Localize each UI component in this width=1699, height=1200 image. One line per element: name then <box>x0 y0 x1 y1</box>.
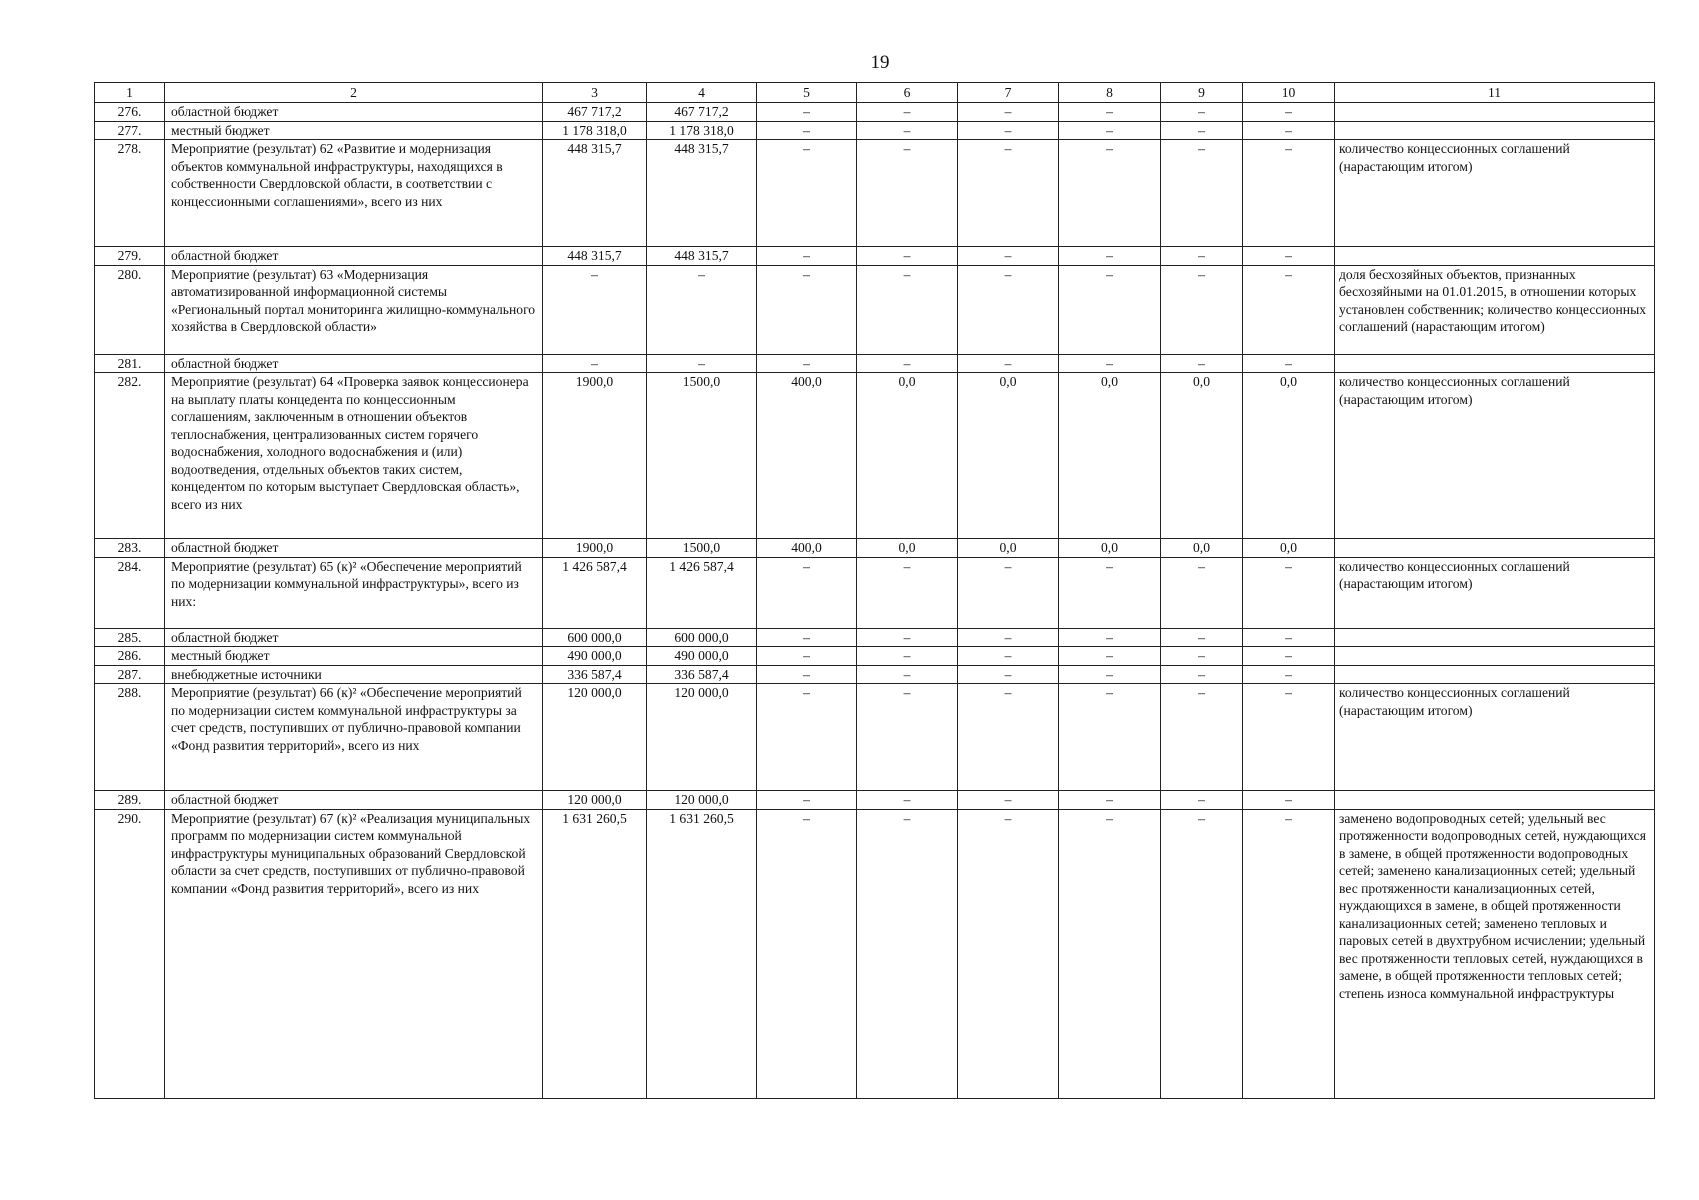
row-description: Мероприятие (результат) 67 (к)² «Реализация муниципальных программ по модернизации систем коммунальной инфраструктуры муниципальных образований Свердловской области за счет средств, поступивших от публично-правовой компании «Фонд развития территорий», всего из них <box>165 809 543 1098</box>
row-number: 279. <box>95 247 165 266</box>
value-col-6: 0,0 <box>857 373 958 539</box>
value-col-8: 0,0 <box>1059 373 1161 539</box>
value-col-9: – <box>1161 103 1243 122</box>
value-col-3: 490 000,0 <box>543 647 647 666</box>
value-col-4: – <box>647 354 757 373</box>
value-col-10: – <box>1243 103 1335 122</box>
value-col-8: – <box>1059 140 1161 247</box>
value-col-9: – <box>1161 791 1243 810</box>
value-col-8: – <box>1059 265 1161 354</box>
target-indicator: заменено водопроводных сетей; удельный вес протяженности водопроводных сетей, нуждающихся в замене, в общей протяженности водопроводных сетей; заменено канализационных сетей; удельный вес протяженности канализационных сетей, нуждающихся в замене, в общей протяженности канализационных сетей; заменено тепловых и паровых сетей в двухтрубном исчислении; удельный вес протяженности тепловых сетей, нуждающихся в замене, в общей протяженности тепловых сетей; степень износа коммунальной инфраструктуры <box>1335 809 1655 1098</box>
target-indicator <box>1335 539 1655 558</box>
value-col-5: – <box>757 628 857 647</box>
target-indicator <box>1335 103 1655 122</box>
value-col-10: 0,0 <box>1243 373 1335 539</box>
header-col-5: 5 <box>757 83 857 103</box>
value-col-4: 1 631 260,5 <box>647 809 757 1098</box>
row-number: 277. <box>95 121 165 140</box>
row-description: внебюджетные источники <box>165 665 543 684</box>
table-row <box>95 647 1655 666</box>
value-col-7: – <box>958 354 1059 373</box>
table-row <box>95 121 1655 140</box>
value-col-4: 1500,0 <box>647 373 757 539</box>
value-col-3: 1 178 318,0 <box>543 121 647 140</box>
row-description: Мероприятие (результат) 62 «Развитие и модернизация объектов коммунальной инфраструктуры, находящихся в собственности Свердловской области, в соответствии с концессионными соглашениями», всего из них <box>165 140 543 247</box>
row-number: 284. <box>95 557 165 628</box>
table-body <box>95 103 1655 1099</box>
value-col-9: – <box>1161 628 1243 647</box>
row-description: Мероприятие (результат) 65 (к)² «Обеспечение мероприятий по модернизации коммунальной инфраструктуры», всего из них: <box>165 557 543 628</box>
value-col-10: – <box>1243 140 1335 247</box>
table-row <box>95 103 1655 122</box>
target-indicator: количество концессионных соглашений (нарастающим итогом) <box>1335 557 1655 628</box>
value-col-10: – <box>1243 809 1335 1098</box>
row-description: Мероприятие (результат) 66 (к)² «Обеспечение мероприятий по модернизации систем коммунальной инфраструктуры за счет средств, поступивших от публично-правовой компании «Фонд развития территорий», всего из них <box>165 684 543 791</box>
row-number: 285. <box>95 628 165 647</box>
value-col-5: – <box>757 265 857 354</box>
target-indicator <box>1335 665 1655 684</box>
table-row <box>95 373 1655 539</box>
header-col-8: 8 <box>1059 83 1161 103</box>
value-col-6: – <box>857 103 958 122</box>
header-row <box>95 83 1655 103</box>
value-col-3: 336 587,4 <box>543 665 647 684</box>
value-col-6: – <box>857 628 958 647</box>
value-col-5: – <box>757 684 857 791</box>
value-col-9: – <box>1161 557 1243 628</box>
value-col-6: – <box>857 684 958 791</box>
target-indicator <box>1335 121 1655 140</box>
value-col-6: – <box>857 121 958 140</box>
value-col-7: – <box>958 665 1059 684</box>
table-row <box>95 791 1655 810</box>
value-col-6: – <box>857 265 958 354</box>
value-col-5: – <box>757 647 857 666</box>
value-col-4: 600 000,0 <box>647 628 757 647</box>
value-col-3: 467 717,2 <box>543 103 647 122</box>
value-col-5: – <box>757 354 857 373</box>
header-col-6: 6 <box>857 83 958 103</box>
value-col-4: 1500,0 <box>647 539 757 558</box>
value-col-10: – <box>1243 247 1335 266</box>
value-col-4: 1 426 587,4 <box>647 557 757 628</box>
value-col-5: – <box>757 247 857 266</box>
target-indicator: количество концессионных соглашений (нарастающим итогом) <box>1335 684 1655 791</box>
value-col-5: 400,0 <box>757 539 857 558</box>
value-col-8: – <box>1059 791 1161 810</box>
target-indicator <box>1335 354 1655 373</box>
row-number: 276. <box>95 103 165 122</box>
value-col-9: – <box>1161 647 1243 666</box>
row-description: областной бюджет <box>165 628 543 647</box>
row-number: 283. <box>95 539 165 558</box>
value-col-6: – <box>857 791 958 810</box>
target-indicator: количество концессионных соглашений (нарастающим итогом) <box>1335 373 1655 539</box>
row-number: 287. <box>95 665 165 684</box>
table-row <box>95 354 1655 373</box>
value-col-5: – <box>757 557 857 628</box>
row-description: областной бюджет <box>165 354 543 373</box>
value-col-6: – <box>857 354 958 373</box>
value-col-8: – <box>1059 354 1161 373</box>
budget-table <box>94 82 1655 1099</box>
value-col-10: – <box>1243 265 1335 354</box>
value-col-8: 0,0 <box>1059 539 1161 558</box>
value-col-5: – <box>757 809 857 1098</box>
value-col-7: – <box>958 121 1059 140</box>
value-col-7: – <box>958 140 1059 247</box>
value-col-6: – <box>857 809 958 1098</box>
value-col-9: – <box>1161 265 1243 354</box>
value-col-10: – <box>1243 791 1335 810</box>
value-col-8: – <box>1059 557 1161 628</box>
value-col-8: – <box>1059 247 1161 266</box>
value-col-7: – <box>958 247 1059 266</box>
header-col-10: 10 <box>1243 83 1335 103</box>
table-row <box>95 809 1655 1098</box>
value-col-3: 1 426 587,4 <box>543 557 647 628</box>
value-col-7: – <box>958 628 1059 647</box>
value-col-3: – <box>543 354 647 373</box>
table-row <box>95 557 1655 628</box>
value-col-3: 448 315,7 <box>543 247 647 266</box>
header-col-9: 9 <box>1161 83 1243 103</box>
target-indicator <box>1335 791 1655 810</box>
header-col-4: 4 <box>647 83 757 103</box>
value-col-3: 1 631 260,5 <box>543 809 647 1098</box>
value-col-9: – <box>1161 809 1243 1098</box>
value-col-5: – <box>757 665 857 684</box>
table-row <box>95 539 1655 558</box>
value-col-7: – <box>958 103 1059 122</box>
target-indicator <box>1335 647 1655 666</box>
row-number: 288. <box>95 684 165 791</box>
value-col-7: – <box>958 791 1059 810</box>
row-number: 280. <box>95 265 165 354</box>
page-number: 19 <box>870 52 890 73</box>
value-col-6: – <box>857 247 958 266</box>
row-description: областной бюджет <box>165 539 543 558</box>
table-row <box>95 684 1655 791</box>
value-col-4: 1 178 318,0 <box>647 121 757 140</box>
target-indicator <box>1335 628 1655 647</box>
value-col-8: – <box>1059 103 1161 122</box>
value-col-9: 0,0 <box>1161 539 1243 558</box>
value-col-7: – <box>958 557 1059 628</box>
row-number: 289. <box>95 791 165 810</box>
value-col-6: – <box>857 665 958 684</box>
value-col-8: – <box>1059 665 1161 684</box>
value-col-4: 467 717,2 <box>647 103 757 122</box>
value-col-8: – <box>1059 647 1161 666</box>
header-col-3: 3 <box>543 83 647 103</box>
value-col-4: 120 000,0 <box>647 791 757 810</box>
value-col-8: – <box>1059 121 1161 140</box>
value-col-9: – <box>1161 665 1243 684</box>
value-col-9: – <box>1161 354 1243 373</box>
value-col-4: 448 315,7 <box>647 140 757 247</box>
value-col-7: 0,0 <box>958 373 1059 539</box>
value-col-3: 448 315,7 <box>543 140 647 247</box>
value-col-7: – <box>958 265 1059 354</box>
row-number: 286. <box>95 647 165 666</box>
value-col-3: 1900,0 <box>543 373 647 539</box>
value-col-4: 120 000,0 <box>647 684 757 791</box>
value-col-6: – <box>857 647 958 666</box>
header-col-2: 2 <box>165 83 543 103</box>
value-col-5: – <box>757 103 857 122</box>
row-number: 281. <box>95 354 165 373</box>
row-number: 278. <box>95 140 165 247</box>
table-row <box>95 265 1655 354</box>
target-indicator: количество концессионных соглашений (нарастающим итогом) <box>1335 140 1655 247</box>
value-col-10: – <box>1243 647 1335 666</box>
row-number: 290. <box>95 809 165 1098</box>
value-col-8: – <box>1059 684 1161 791</box>
value-col-10: – <box>1243 665 1335 684</box>
target-indicator: доля бесхозяйных объектов, признанных бесхозяйными на 01.01.2015, в отношении которых установлен собственник; количество концессионных соглашений (нарастающим итогом) <box>1335 265 1655 354</box>
value-col-10: 0,0 <box>1243 539 1335 558</box>
target-indicator <box>1335 247 1655 266</box>
value-col-3: 120 000,0 <box>543 791 647 810</box>
value-col-3: – <box>543 265 647 354</box>
value-col-6: 0,0 <box>857 539 958 558</box>
value-col-9: – <box>1161 140 1243 247</box>
row-description: Мероприятие (результат) 64 «Проверка заявок концессионера на выплату платы концедента по концессионным соглашениям, заключенным в отношении объектов теплоснабжения, централизованных систем горячего водоснабжения, холодного водоснабжения и (или) водоотведения, отдельных объектов таких систем, концедентом по которым выступает Свердловская область», всего из них <box>165 373 543 539</box>
value-col-7: – <box>958 647 1059 666</box>
value-col-9: – <box>1161 684 1243 791</box>
value-col-3: 600 000,0 <box>543 628 647 647</box>
value-col-5: – <box>757 791 857 810</box>
table-row <box>95 628 1655 647</box>
value-col-3: 120 000,0 <box>543 684 647 791</box>
value-col-4: 490 000,0 <box>647 647 757 666</box>
table-row <box>95 140 1655 247</box>
value-col-7: 0,0 <box>958 539 1059 558</box>
value-col-10: – <box>1243 628 1335 647</box>
row-description: областной бюджет <box>165 791 543 810</box>
value-col-8: – <box>1059 628 1161 647</box>
header-col-7: 7 <box>958 83 1059 103</box>
value-col-6: – <box>857 140 958 247</box>
value-col-4: – <box>647 265 757 354</box>
value-col-3: 1900,0 <box>543 539 647 558</box>
value-col-9: – <box>1161 121 1243 140</box>
value-col-7: – <box>958 809 1059 1098</box>
row-description: местный бюджет <box>165 121 543 140</box>
row-description: областной бюджет <box>165 103 543 122</box>
value-col-10: – <box>1243 557 1335 628</box>
value-col-10: – <box>1243 684 1335 791</box>
row-description: областной бюджет <box>165 247 543 266</box>
value-col-10: – <box>1243 121 1335 140</box>
value-col-7: – <box>958 684 1059 791</box>
row-number: 282. <box>95 373 165 539</box>
value-col-4: 336 587,4 <box>647 665 757 684</box>
value-col-6: – <box>857 557 958 628</box>
value-col-4: 448 315,7 <box>647 247 757 266</box>
table-row <box>95 665 1655 684</box>
value-col-9: – <box>1161 247 1243 266</box>
header-col-11: 11 <box>1335 83 1655 103</box>
value-col-9: 0,0 <box>1161 373 1243 539</box>
value-col-8: – <box>1059 809 1161 1098</box>
value-col-5: – <box>757 140 857 247</box>
header-col-1: 1 <box>95 83 165 103</box>
row-description: местный бюджет <box>165 647 543 666</box>
value-col-5: 400,0 <box>757 373 857 539</box>
row-description: Мероприятие (результат) 63 «Модернизация автоматизированной информационной системы «Региональный портал мониторинга жилищно-коммунального хозяйства в Свердловской области» <box>165 265 543 354</box>
table-row <box>95 247 1655 266</box>
value-col-10: – <box>1243 354 1335 373</box>
value-col-5: – <box>757 121 857 140</box>
